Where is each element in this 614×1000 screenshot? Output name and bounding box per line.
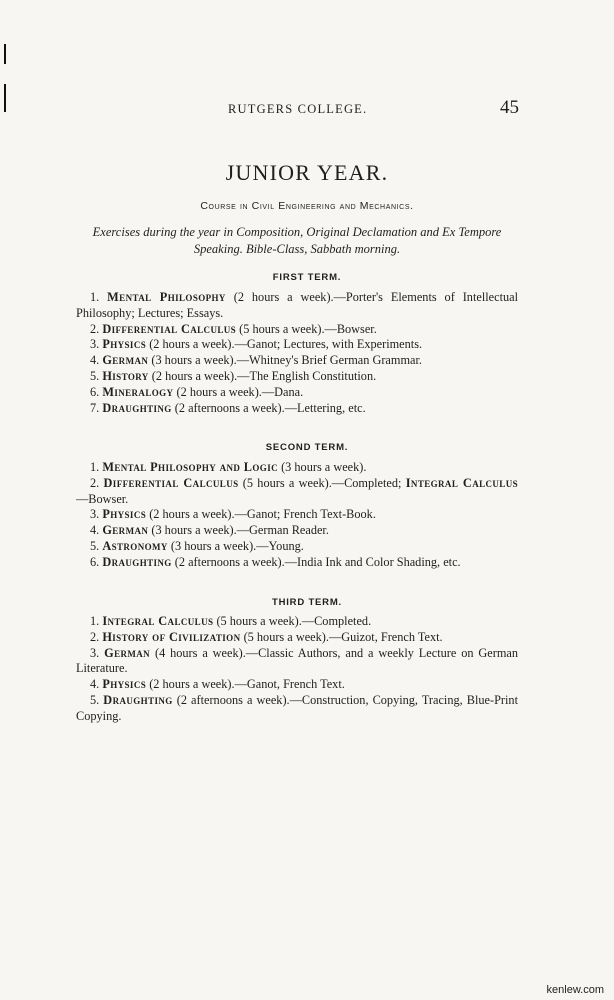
subject-name: Draughting <box>102 554 172 569</box>
running-head: RUTGERS COLLEGE. <box>228 102 368 116</box>
subject-name: History of Civilization <box>102 629 241 644</box>
subject-name: History <box>102 368 149 383</box>
subject-name: Draughting <box>103 692 173 707</box>
subject-name: Astronomy <box>102 538 168 553</box>
subject-name: German <box>102 523 149 538</box>
list-item: 1. Integral Calculus (5 hours a week).—Completed. <box>90 614 372 628</box>
list-item: 4. German (3 hours a week).—Whitney's Brief German Grammar. <box>90 353 422 368</box>
term-heading-first: FIRST TERM. <box>272 272 342 283</box>
list-item: 3. Physics (2 hours a week).—Ganot; French Text-Book. <box>90 507 376 522</box>
list-item: 4. German (3 hours a week).—German Reader. <box>90 523 329 538</box>
course-list-first-term <box>76 290 518 416</box>
list-item: 3. German (4 hours a week).—Classic Authors, and a weekly Lecture on German Literature. <box>76 645 518 676</box>
list-item: 5. History (2 hours a week).—The English Constitution. <box>90 368 377 383</box>
list-item: 2. Differential Calculus (5 hours a week).—Bowser. <box>90 321 377 336</box>
margin-mark-middle <box>4 84 6 112</box>
term-heading-second: SECOND TERM. <box>265 442 349 453</box>
term-heading-third: THIRD TERM. <box>271 597 343 608</box>
subject-name: Physics <box>102 507 147 522</box>
list-item: 2. Differential Calculus (5 hours a week).—Completed; Integral Calculus—Bowser. <box>76 475 519 506</box>
subject-name: Physics <box>102 337 147 352</box>
list-item: 3. Physics (2 hours a week).—Ganot; Lectures, with Experiments. <box>90 337 423 352</box>
list-item: 5. Astronomy (3 hours a week).—Young. <box>90 538 304 553</box>
list-item: 6. Draughting (2 afternoons a week).—India Ink and Color Shading, etc. <box>90 554 461 569</box>
subject-name: Integral Calculus <box>405 475 519 490</box>
page-number: 45 <box>500 97 519 118</box>
course-list-second-term <box>76 460 518 571</box>
subject-name: Mineralogy <box>102 384 174 399</box>
list-item: 4. Physics (2 hours a week).—Ganot, French Text. <box>90 677 345 692</box>
subject-name: Physics <box>102 677 147 692</box>
margin-mark-top <box>4 44 6 64</box>
list-item: 7. Draughting (2 afternoons a week).—Lettering, etc. <box>90 400 366 415</box>
list-item: 1. Mental Philosophy (2 hours a week).—Porter's Elements of Intellectual Philosophy; Lectures; Essays. <box>76 290 519 320</box>
subject-name: German <box>102 353 149 368</box>
subject-name: Differential Calculus <box>103 475 239 490</box>
list-item: 5. Draughting (2 afternoons a week).—Construction, Copying, Tracing, Blue-Print Copying. <box>76 692 519 723</box>
intro-paragraph: Exercises during the year in Composition, Original Declamation and Ex Tempore Speaking. Bible-Class, Sabbath morning. <box>92 225 502 256</box>
subject-name: Differential Calculus <box>102 321 237 336</box>
subject-name: Mental Philosophy <box>107 290 226 304</box>
page-title: JUNIOR YEAR. <box>225 160 389 185</box>
list-item: 1. Mental Philosophy and Logic (3 hours a week). <box>90 460 367 474</box>
course-subtitle: Course in Civil Engineering and Mechanics. <box>200 200 414 212</box>
subject-name: Integral Calculus <box>102 614 214 628</box>
subject-name: Mental Philosophy and Logic <box>102 460 279 474</box>
watermark: kenlew.com <box>546 984 604 996</box>
subject-name: Draughting <box>102 400 172 415</box>
subject-name: German <box>104 645 151 660</box>
list-item: 6. Mineralogy (2 hours a week).—Dana. <box>90 384 304 399</box>
list-item: 2. History of Civilization (5 hours a week).—Guizot, French Text. <box>90 629 443 644</box>
course-list-third-term <box>76 614 518 725</box>
